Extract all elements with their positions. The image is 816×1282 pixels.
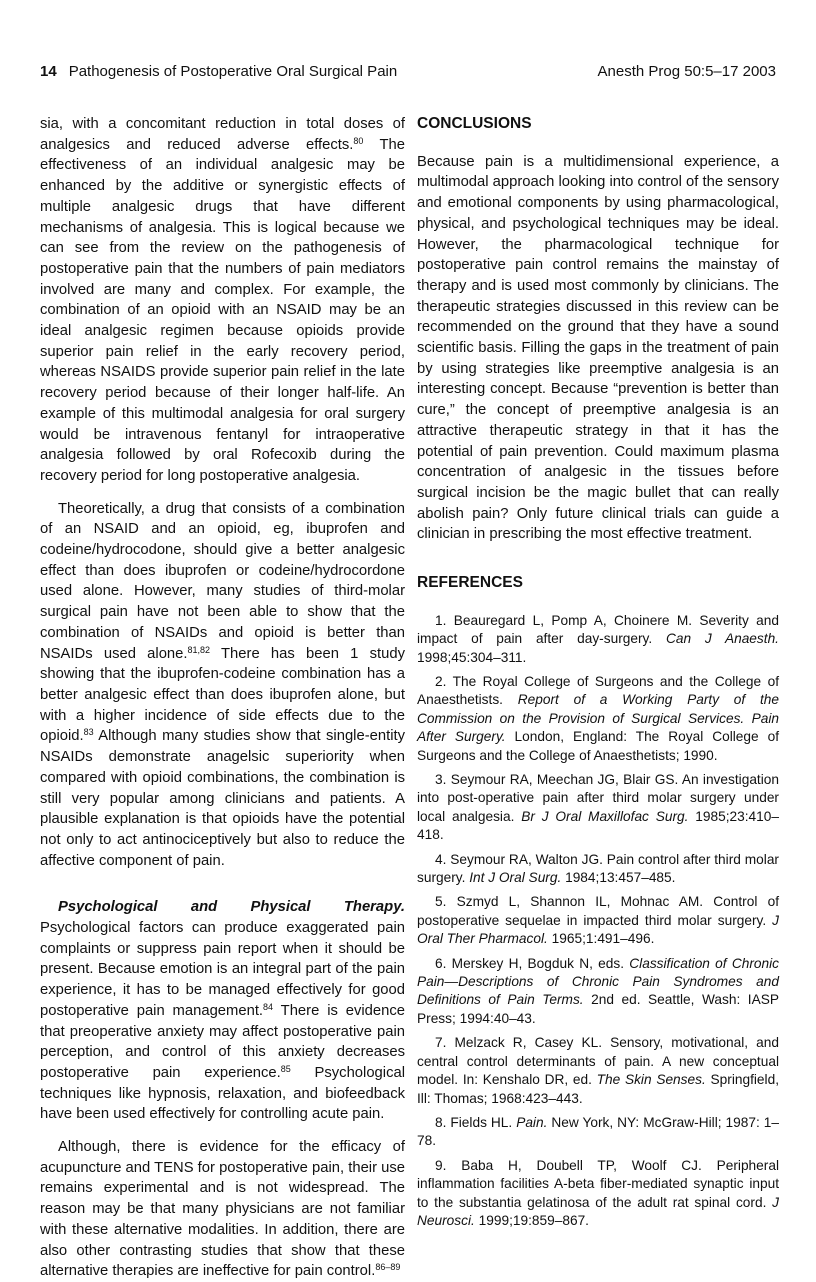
ref-text: 9. Baba H, Doubell TP, Woolf CJ. Peripheral inflammation facilities A-beta fiber-mediated synaptic input to the substantia gelatinosa of the adult rat spinal cord. (417, 1157, 779, 1210)
citation-sup: 84 (263, 1001, 274, 1012)
text-run: The effectiveness of an individual analgesic may be enhanced by the additive or synergistic effects of multiple analgesic drugs that have different mechanisms of analgesia. This is logical because we can see from the review on the pathogenesis of postoperative pain that the numbers of pain mediators involved are many and complex. For example, the combination of an opioid with an NSAID may be an ideal analgesic regimen because opioids provide superior pain relief in the early recovery period, whereas NSAIDS provide superior pain relief in the late recovery period because of their longer half-life. An example of this multimodal analgesia for oral surgery would be intravenous fentanyl for intraoperative analgesia followed by oral Rofecoxib during the recovery period for long postoperative analgesia. (40, 136, 405, 484)
ref-text: 1965;1:491–496. (547, 931, 655, 947)
text-run: There has been 1 study showing that the ibuprofen-codeine combination has a better analgesic effect than does ibuprofen alone, but with a higher incidence of side effects due to the opioid. (40, 645, 406, 745)
ref-text: London, England: The Royal College of Surgeons and the College of Anaesthetists; 1990. (417, 729, 779, 763)
reference-item (417, 612, 779, 667)
ref-text: 8. Fields HL. (435, 1114, 517, 1130)
citation-sup: 85 (280, 1063, 291, 1074)
ref-text: New York, NY: McGraw-Hill; 1987: 1–78. (417, 1114, 779, 1149)
ref-text: 6. Merskey H, Bogduk N, eds. (435, 955, 630, 971)
ref-source: Classification of Chronic Pain—Descriptions of Chronic Pain Syndromes and Definitions of Pain Terms. (417, 955, 779, 1008)
ref-source: Can J Anaesth. (665, 631, 779, 647)
left-column (40, 114, 405, 1282)
right-column (417, 114, 779, 1230)
reference-item (417, 955, 779, 1029)
reference-item (417, 1114, 779, 1151)
references-heading: REFERENCES (417, 574, 523, 592)
text-run: Although, there is evidence for the efficacy of acupuncture and TENS for postoperative pain, their use remains experimental and is not widespread. The reason may be that many physicians are not familiar with these alternative modalities. In addition, there are also other contrasting studies that show that these alternative therapies are ineffective for pain control. (40, 1139, 405, 1280)
ref-text: 2. The Royal College of Surgeons and the College of Anaesthetists. (417, 673, 779, 708)
reference-item (417, 771, 779, 845)
ref-source: Pain. (516, 1114, 548, 1130)
paragraph-psychological (40, 897, 405, 1125)
ref-source: Report of a Working Party of the Commission on the Provision of Surgical Services. Pain After Surgery. (417, 692, 780, 745)
section-runin-heading: Psychological and Physical Therapy. (58, 899, 405, 916)
reference-list (417, 612, 779, 1231)
ref-text: 1984;13:457–485. (561, 870, 676, 886)
conclusions-paragraph: Because pain is a multidimensional experience, a multimodal approach looking into control of the sensory and emotional components by using pharmacological, physical, and psychological techniques may be ideal. However, the pharmacological technique for postoperative pain control remains the mainstay of therapy and is used most commonly by clinicians. The therapeutic strategies discussed in this review can be recommended on the ground that they have a sound scientific basis. Filling the gaps in the treatment of pain by using strategies like preemptive analgesia is an interesting concept. Because “prevention is better than cure,” the concept of preemptive analgesia is an attractive therapeutic strategy in that it has the potential of pain prevention. Could maximum plasma concentration of analgesic in the tissues before surgical incision be the magic bullet that can really abolish pain? Only future clinical trials can guide a clinician in prescribing the most effective treatment. (417, 153, 779, 543)
ref-text: 1985;23:410–418. (417, 808, 779, 843)
ref-text: 2nd ed. Seattle, Wash: IASP Press; 1994:40–43. (417, 992, 779, 1026)
text-run: sia, with a concomitant reduction in total doses of analgesics and reduced adverse effects. (40, 116, 405, 153)
text-run: Psychological factors can produce exaggerated pain complaints or suppress pain report when it should be present. Because emotion is an integral part of the pain experience, it has to be managed effectively for good postoperative pain management. (40, 920, 405, 1019)
ref-text: Springfield, Ill: Thomas; 1968:423–443. (417, 1072, 779, 1106)
conclusions-heading: CONCLUSIONS (417, 115, 532, 132)
citation-sup: 86–89 (375, 1262, 401, 1273)
ref-text: 5. Szmyd L, Shannon IL, Mohnac AM. Control of postoperative sequelae in impacted third molar surgery. (417, 894, 779, 928)
ref-text: 1998;45:304–311. (417, 649, 527, 665)
ref-text: 7. Melzack R, Casey KL. Sensory, motivational, and central control determinants of pain. A new conceptual model. In: Kenshalo DR, ed. (417, 1035, 779, 1088)
ref-source: J Neurosci. (417, 1194, 779, 1228)
text-run: Theoretically, a drug that consists of a combination of an NSAID and an opioid, eg, ibuprofen and codeine/hydrocodone, should give a better analgesic effect than does ibuprofen or codeine/hydrocordone used alone. However, many studies of third-molar surgical pain have not been able to show that the combination of NSAIDs and opioid is better than NSAIDs used alone. (40, 500, 405, 662)
citation-sup: 83 (83, 727, 94, 738)
reference-item (417, 893, 779, 948)
ref-text: 4. Seymour RA, Walton JG. Pain control after third molar surgery. (417, 851, 779, 886)
ref-source: Int J Oral Surg. (469, 870, 562, 886)
paragraph-acupuncture (40, 1137, 405, 1282)
text-run: Although many studies show that single-entity NSAIDs demonstrate anagelsic superiority when compared with opioid combinations, the combination is still very popular among clinicians and patients. A plausible explanation is that opioids have the potential not only to act antinociceptively but also to reduce the affective component of pain. (40, 728, 405, 869)
ref-text: 1. Beauregard L, Pomp A, Choinere M. Severity and impact of pain after day-surgery. (417, 612, 779, 647)
paragraph-combination (40, 499, 405, 872)
ref-text: 1999;19:859–867. (474, 1212, 589, 1228)
ref-source: J Oral Ther Pharmacol. (417, 912, 779, 947)
ref-source: Br J Oral Maxillofac Surg. (521, 808, 689, 824)
ref-source: The Skin Senses. (596, 1072, 706, 1088)
paragraph-multimodal (40, 114, 405, 487)
text-run: Psychological techniques like hypnosis, relaxation, and biofeedback have been used effectively for controlling acute pain. (40, 1064, 405, 1123)
text-run: There is evidence that preoperative anxiety may affect postoperative pain perception, and control of this anxiety decreases postoperative pain experience. (40, 1002, 405, 1081)
page-number: 14 (40, 63, 57, 80)
reference-item (417, 1034, 779, 1108)
ref-text: 3. Seymour RA, Meechan JG, Blair GS. An investigation into post-operative pain after third molar surgery under local analgesia. (417, 772, 779, 824)
citation-sup: 81,82 (187, 644, 211, 655)
journal-citation: Anesth Prog 50:5–17 2003 (597, 63, 776, 80)
running-header (40, 63, 776, 85)
reference-item (417, 673, 779, 765)
reference-item (417, 851, 779, 888)
citation-sup: 80 (353, 135, 364, 146)
reference-item (417, 1157, 779, 1231)
running-title: Pathogenesis of Postoperative Oral Surgical Pain (68, 63, 398, 80)
